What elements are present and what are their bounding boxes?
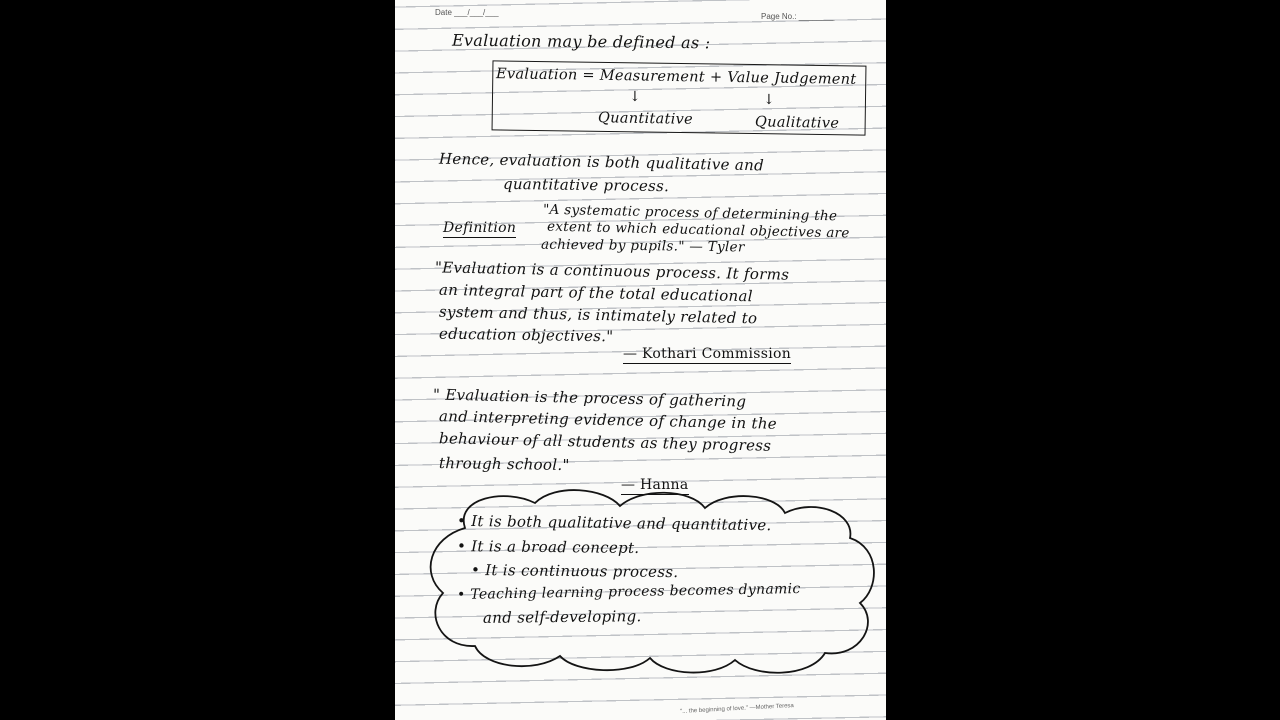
point-2: • It is a broad concept. <box>456 537 640 557</box>
footer-quote: "... the beginning of love." —Mother Teresa <box>679 703 794 715</box>
kothari-line-1: "Evaluation is a continuous process. It forms <box>434 258 790 284</box>
definition-label: Definition <box>443 220 517 236</box>
arrow-down-icon: ↓ <box>629 89 642 105</box>
hanna-line-3: behaviour of all students as they progress <box>438 429 772 455</box>
point-1: • It is both qualitative and quantitative. <box>456 511 772 535</box>
page-number-label: Page No.: ________ <box>761 12 835 21</box>
point-3: • It is continuous process. <box>470 560 679 582</box>
hanna-line-2: and interpreting evidence of change in the <box>438 407 778 433</box>
hence-line-2: quantitative process. <box>502 174 670 196</box>
hanna-line-4: through school." <box>438 453 570 475</box>
hanna-attribution: — Hanna <box>621 477 689 493</box>
hanna-line-1: " Evaluation is the process of gathering <box>432 385 747 411</box>
definition-line-1: "A systematic process of determining the <box>542 201 838 225</box>
hence-line-1: Hence, evaluation is both qualitative and <box>438 149 765 175</box>
arrow-down-icon: ↓ <box>763 92 776 108</box>
definition-line-3: achieved by pupils." — Tyler <box>540 236 745 256</box>
formula-quantitative: Quantitative <box>597 110 694 128</box>
kothari-line-3: system and thus, is intimately related to <box>438 302 758 328</box>
formula-main: Evaluation = Measurement + Value Judgement <box>495 66 857 88</box>
point-4-cont: and self-developing. <box>482 607 642 627</box>
kothari-attribution: — Kothari Commission <box>623 346 792 362</box>
point-4: • Teaching learning process becomes dynamic <box>456 581 801 603</box>
definition-line-2: extent to which educational objectives are <box>546 218 850 242</box>
heading: Evaluation may be defined as : <box>451 30 711 53</box>
notebook-page <box>395 0 886 720</box>
kothari-line-4: education objectives." <box>438 324 614 346</box>
kothari-line-2: an integral part of the total educational <box>438 280 754 306</box>
formula-qualitative: Qualitative <box>754 114 840 132</box>
date-label: Date ___/___/___ <box>435 8 499 17</box>
